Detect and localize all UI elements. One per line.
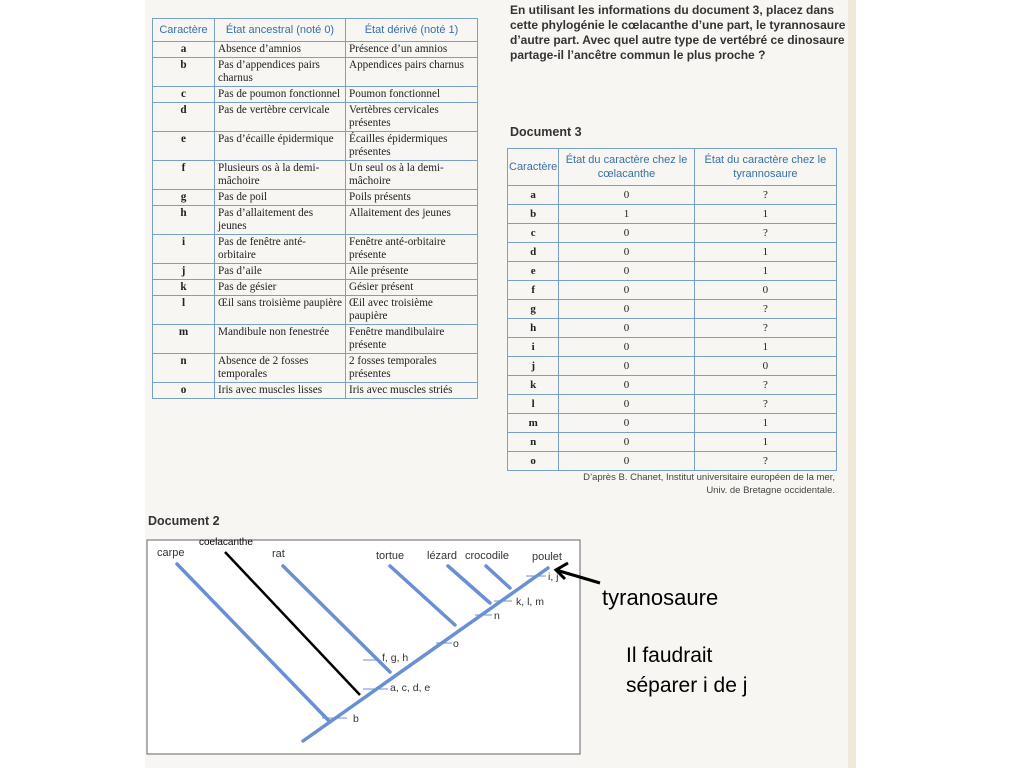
cell-derive: Poumon fonctionnel — [346, 87, 478, 103]
taxon-lezard: lézard — [427, 550, 457, 562]
node-label-acde: a, c, d, e — [390, 682, 431, 694]
separation-note — [626, 641, 826, 701]
taxon-tortue: tortue — [376, 550, 405, 562]
cell-ancestral: Mandibule non fenestrée — [215, 325, 346, 354]
cell-caractere: h — [153, 206, 215, 235]
cell-coelacanthe: 0 — [559, 433, 694, 452]
cell-caractere: h — [508, 319, 559, 338]
cell-caractere: d — [508, 243, 559, 262]
cell-ancestral: Pas de vertèbre cervicale — [215, 103, 346, 132]
node-label-fgh: f, g, h — [382, 652, 409, 664]
cell-coelacanthe: 0 — [559, 281, 694, 300]
cell-caractere: b — [508, 205, 559, 224]
cell-derive: Iris avec muscles striés — [346, 383, 478, 399]
cell-coelacanthe: 0 — [559, 452, 694, 471]
cell-coelacanthe: 0 — [559, 224, 694, 243]
cell-coelacanthe: 0 — [559, 262, 694, 281]
cell-caractere: e — [153, 132, 215, 161]
col-header-coelacanthe: État du caractère chez le cœlacanthe — [559, 149, 694, 186]
cell-caractere: e — [508, 262, 559, 281]
cell-ancestral: Absence d’amnios — [215, 42, 346, 58]
cell-ancestral: Absence de 2 fosses temporales — [215, 354, 346, 383]
cell-ancestral: Iris avec muscles lisses — [215, 383, 346, 399]
cell-derive: Présence d’un amnios — [346, 42, 478, 58]
cell-derive: Allaitement des jeunes — [346, 206, 478, 235]
cell-ancestral: Pas de fenêtre anté-orbitaire — [215, 235, 346, 264]
cell-caractere: m — [153, 325, 215, 354]
node-label-n: n — [494, 610, 500, 622]
taxon-coelacanthe: coelacanthe — [199, 537, 253, 548]
node-label-b: b — [353, 713, 359, 725]
cell-coelacanthe: 0 — [559, 376, 694, 395]
cell-derive: Œil avec troisième paupière — [346, 296, 478, 325]
cell-caractere: g — [508, 300, 559, 319]
cell-coelacanthe: 0 — [559, 357, 694, 376]
cell-caractere: n — [153, 354, 215, 383]
cell-coelacanthe: 0 — [559, 395, 694, 414]
cell-coelacanthe: 0 — [559, 243, 694, 262]
cell-tyrannosaure: ? — [694, 319, 836, 338]
cell-caractere: l — [508, 395, 559, 414]
cell-tyrannosaure: ? — [694, 186, 836, 205]
taxon-carpe: carpe — [157, 547, 185, 559]
cell-caractere: j — [153, 264, 215, 280]
cell-derive: Fenêtre anté-orbitaire présente — [346, 235, 478, 264]
cell-caractere: k — [508, 376, 559, 395]
source-line-2: Univ. de Bretagne occidentale. — [706, 485, 835, 496]
cell-tyrannosaure: 1 — [694, 338, 836, 357]
cell-ancestral: Pas d’écaille épidermique — [215, 132, 346, 161]
cell-tyrannosaure: ? — [694, 395, 836, 414]
cell-derive: Écailles épidermiques présentes — [346, 132, 478, 161]
question-text: En utilisant les informations du document 3, placez dans cette phylogénie le cœlacanthe d’une part, le tyrannosaure d’autre part. Avec quel autre type de vertébré ce dinosaure partage-il l’ancêtre commun le plus proche ? — [510, 3, 846, 62]
cell-ancestral: Pas d’appendices pairs charnus — [215, 58, 346, 87]
cell-ancestral: Pas d’allaitement des jeunes — [215, 206, 346, 235]
note-line-1: Il faudrait — [626, 644, 713, 667]
cell-tyrannosaure: ? — [694, 376, 836, 395]
document-3-title: Document 3 — [510, 125, 582, 139]
cell-ancestral: Pas de gésier — [215, 280, 346, 296]
col-header-caractere: Caractère — [153, 19, 215, 42]
node-label-o: o — [453, 638, 459, 650]
cell-coelacanthe: 0 — [559, 414, 694, 433]
cell-tyrannosaure: ? — [694, 452, 836, 471]
cell-tyrannosaure: ? — [694, 224, 836, 243]
col-header-derive: État dérivé (noté 1) — [346, 19, 478, 42]
cell-coelacanthe: 1 — [559, 205, 694, 224]
cell-caractere: m — [508, 414, 559, 433]
cell-tyrannosaure: 1 — [694, 414, 836, 433]
cell-tyrannosaure: 1 — [694, 262, 836, 281]
cell-caractere: o — [508, 452, 559, 471]
cell-caractere: f — [153, 161, 215, 190]
cell-ancestral: Pas de poumon fonctionnel — [215, 87, 346, 103]
cell-coelacanthe: 0 — [559, 319, 694, 338]
cell-caractere: d — [153, 103, 215, 132]
cell-caractere: c — [153, 87, 215, 103]
cell-caractere: i — [153, 235, 215, 264]
cell-tyrannosaure: 1 — [694, 205, 836, 224]
cell-ancestral: Pas de poil — [215, 190, 346, 206]
col-header-caractere: Caractère — [508, 149, 559, 186]
cell-tyrannosaure: 1 — [694, 433, 836, 452]
cell-tyrannosaure: ? — [694, 300, 836, 319]
col-header-tyrannosaure: État du caractère chez le tyrannosaure — [694, 149, 836, 186]
cell-derive: Poils présents — [346, 190, 478, 206]
node-label-klm: k, l, m — [516, 596, 544, 608]
cell-coelacanthe: 0 — [559, 186, 694, 205]
cell-ancestral: Œil sans troisième paupière — [215, 296, 346, 325]
cell-caractere: g — [153, 190, 215, 206]
cell-caractere: o — [153, 383, 215, 399]
node-label-ij: i, j — [548, 571, 559, 583]
cell-derive: Gésier présent — [346, 280, 478, 296]
taxon-crocodile: crocodile — [465, 550, 510, 562]
cell-derive: Appendices pairs charnus — [346, 58, 478, 87]
cell-caractere: b — [153, 58, 215, 87]
taxon-rat: rat — [272, 548, 285, 560]
col-header-ancestral: État ancestral (noté 0) — [215, 19, 346, 42]
tyranosaure-label: tyranosaure — [602, 585, 719, 610]
note-line-2: séparer i de j — [626, 674, 748, 697]
cell-caractere: l — [153, 296, 215, 325]
cell-ancestral: Plusieurs os à la demi-mâchoire — [215, 161, 346, 190]
cell-caractere: a — [153, 42, 215, 58]
cell-derive: Aile présente — [346, 264, 478, 280]
cell-derive: 2 fosses temporales présentes — [346, 354, 478, 383]
cell-caractere: i — [508, 338, 559, 357]
cell-caractere: n — [508, 433, 559, 452]
cell-derive: Vertèbres cervicales présentes — [346, 103, 478, 132]
cell-caractere: c — [508, 224, 559, 243]
cell-caractere: k — [153, 280, 215, 296]
cell-derive: Fenêtre mandibulaire présente — [346, 325, 478, 354]
cell-coelacanthe: 0 — [559, 338, 694, 357]
cell-coelacanthe: 0 — [559, 300, 694, 319]
cell-caractere: a — [508, 186, 559, 205]
document-2-title: Document 2 — [148, 514, 220, 528]
source-line-1: D’après B. Chanet, Institut universitaire européen de la mer, — [583, 472, 835, 483]
cell-derive: Un seul os à la demi-mâchoire — [346, 161, 478, 190]
cell-tyrannosaure: 1 — [694, 243, 836, 262]
cell-caractere: f — [508, 281, 559, 300]
cell-tyrannosaure: 0 — [694, 281, 836, 300]
cell-ancestral: Pas d’aile — [215, 264, 346, 280]
taxon-poulet: poulet — [532, 551, 562, 563]
cell-caractere: j — [508, 357, 559, 376]
cell-tyrannosaure: 0 — [694, 357, 836, 376]
